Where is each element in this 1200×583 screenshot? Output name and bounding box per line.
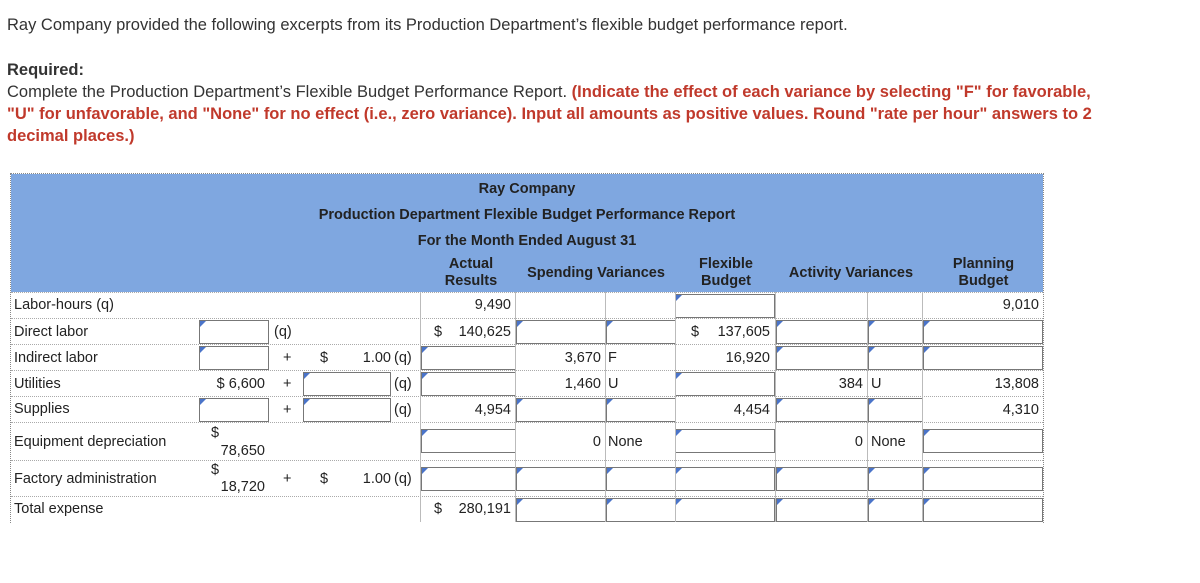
actual-value: 9,490	[474, 297, 511, 313]
col-separator	[867, 292, 868, 522]
flexible-input[interactable]	[675, 467, 775, 491]
planning-value: 4,310	[1002, 402, 1039, 418]
col-planning-budget	[926, 256, 1041, 290]
col-separator	[605, 292, 606, 522]
spending-fu-select[interactable]	[606, 498, 676, 522]
planning-value: 9,010	[1002, 297, 1039, 313]
actual-dollar: $	[434, 324, 443, 340]
activity-amount-input[interactable]	[776, 346, 868, 370]
flexible-input[interactable]	[675, 372, 775, 396]
activity-fu-select[interactable]	[868, 467, 923, 491]
report-period: For the Month Ended August 31	[417, 233, 637, 249]
spending-value: 0	[592, 434, 601, 450]
plus-sign: +	[283, 350, 292, 366]
col-planning-line1: Planning	[952, 256, 1015, 272]
spending-value: 3,670	[564, 350, 601, 366]
col-separator	[775, 292, 776, 522]
required-main: Complete the Production Department’s Flexible Budget Performance Report.	[7, 83, 568, 101]
q-label: (q)	[394, 376, 412, 392]
activity-amount-input[interactable]	[776, 320, 868, 344]
q-label: (q)	[274, 324, 292, 340]
row-labor-hours	[11, 292, 1043, 319]
col-activity-variances: Activity Variances	[788, 265, 914, 281]
report-header	[11, 174, 1043, 292]
planning-input[interactable]	[923, 346, 1043, 370]
col-separator	[420, 292, 421, 522]
rate-input[interactable]	[303, 372, 391, 396]
rate-value: 1.00	[362, 471, 391, 487]
flexible-input[interactable]	[675, 498, 775, 522]
spending-value: 1,460	[564, 376, 601, 392]
row-factory-administration	[11, 460, 1043, 497]
report-title: Production Department Flexible Budget Performance Report	[318, 207, 736, 223]
plus-sign: +	[283, 376, 292, 392]
required-instruction: (Indicate the effect of each variance by selecting "F" for favorable, "U" for unfavorable, and "None" for no effect (i.e., zero variance). Input all amounts as positive values. Round "rate per hour" answers to 2 decimal places.)	[7, 83, 1092, 145]
spending-amount-input[interactable]	[516, 498, 606, 522]
col-actual-results	[421, 256, 521, 290]
col-separator	[922, 292, 923, 522]
actual-input[interactable]	[421, 372, 516, 396]
spending-fu-select[interactable]	[606, 320, 676, 344]
row-label: Direct labor	[14, 324, 89, 340]
activity-value: 0	[854, 434, 863, 450]
actual-value: 280,191	[458, 501, 511, 517]
activity-fu-select[interactable]	[868, 398, 923, 422]
spending-fu: None	[608, 434, 643, 450]
q-label: (q)	[394, 350, 412, 366]
fixed-dollar: $	[211, 425, 220, 441]
flexible-input[interactable]	[675, 429, 775, 453]
performance-report-table	[10, 173, 1044, 523]
activity-amount-input[interactable]	[776, 467, 868, 491]
flexible-input[interactable]	[675, 294, 775, 318]
col-flexible-line1: Flexible	[699, 256, 753, 272]
row-label: Utilities	[14, 376, 61, 392]
col-flexible-budget	[676, 256, 776, 290]
actual-input[interactable]	[421, 429, 516, 453]
rate-input[interactable]	[199, 320, 269, 344]
col-separator	[675, 292, 676, 522]
flexible-value: 4,454	[733, 402, 770, 418]
row-utilities	[11, 370, 1043, 397]
row-label: Supplies	[14, 401, 70, 417]
actual-dollar: $	[434, 501, 443, 517]
fixed-value: 18,720	[220, 479, 265, 495]
q-label: (q)	[394, 402, 412, 418]
row-label: Equipment depreciation	[14, 434, 167, 450]
actual-input[interactable]	[421, 467, 516, 491]
required-text	[7, 81, 1097, 147]
flexible-dollar: $	[691, 324, 700, 340]
required-heading: Required:	[7, 61, 85, 79]
spending-fu-select[interactable]	[606, 398, 676, 422]
spending-fu: U	[608, 376, 619, 392]
fixed-dollar: $	[211, 462, 220, 478]
planning-value: 13,808	[994, 376, 1039, 392]
fixed-input[interactable]	[199, 346, 269, 370]
row-direct-labor	[11, 318, 1043, 345]
col-spending-variances: Spending Variances	[527, 265, 665, 281]
intro-text: Ray Company provided the following excerpts from its Production Department’s flexible budget performance report.	[7, 16, 848, 34]
rate-input[interactable]	[303, 398, 391, 422]
col-flexible-line2: Budget	[701, 273, 751, 289]
col-actual-line2: Results	[444, 273, 498, 289]
col-planning-line2: Budget	[958, 273, 1009, 289]
row-indirect-labor	[11, 344, 1043, 371]
q-label: (q)	[394, 471, 412, 487]
flexible-value: 16,920	[725, 350, 770, 366]
row-label: Labor-hours (q)	[14, 297, 114, 313]
spending-amount-input[interactable]	[516, 467, 606, 491]
fixed-input[interactable]	[199, 398, 269, 422]
spending-amount-input[interactable]	[516, 320, 606, 344]
activity-value: 384	[838, 376, 863, 392]
actual-value: 140,625	[458, 324, 511, 340]
row-label: Factory administration	[14, 471, 157, 487]
col-separator	[515, 292, 516, 522]
rate-dollar: $	[320, 350, 329, 366]
company-name: Ray Company	[478, 181, 576, 197]
row-total-expense	[11, 496, 1043, 523]
activity-amount-input[interactable]	[776, 398, 868, 422]
actual-value: 4,954	[474, 402, 511, 418]
activity-amount-input[interactable]	[776, 498, 868, 522]
planning-input[interactable]	[923, 467, 1043, 491]
planning-input[interactable]	[923, 429, 1043, 453]
flexible-value: 137,605	[717, 324, 770, 340]
planning-input[interactable]	[923, 498, 1043, 522]
spending-fu: F	[608, 350, 617, 366]
row-label: Total expense	[14, 501, 104, 517]
row-supplies	[11, 396, 1043, 423]
fixed-value: $ 6,600	[216, 376, 265, 392]
plus-sign: +	[283, 402, 292, 418]
planning-input[interactable]	[923, 320, 1043, 344]
plus-sign: +	[283, 471, 292, 487]
actual-input[interactable]	[421, 346, 516, 370]
row-equipment-depreciation	[11, 422, 1043, 461]
activity-fu-select[interactable]	[868, 498, 923, 522]
spending-fu-select[interactable]	[606, 467, 676, 491]
activity-fu-select[interactable]	[868, 346, 923, 370]
col-actual-line1: Actual	[448, 256, 494, 272]
rate-dollar: $	[320, 471, 329, 487]
rate-value: 1.00	[362, 350, 391, 366]
activity-fu: U	[871, 376, 882, 392]
activity-fu: None	[871, 434, 906, 450]
spending-amount-input[interactable]	[516, 398, 606, 422]
fixed-value: 78,650	[220, 443, 265, 459]
row-label: Indirect labor	[14, 350, 98, 366]
activity-fu-select[interactable]	[868, 320, 923, 344]
